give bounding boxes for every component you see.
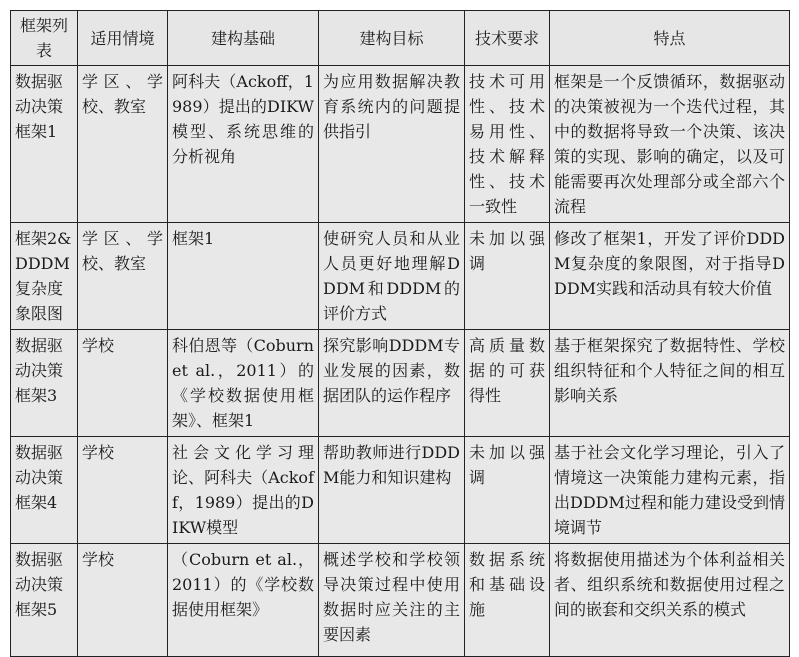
cell-features: 框架是一个反馈循环，数据驱动的决策被视为一个迭代过程，其中的数据将导致一个决策、该决策的实现、影响的确定，以及可能需要再次处理部分或全部六个流程: [550, 66, 790, 223]
header-tech-requirements: 技术要求: [465, 11, 550, 66]
cell-basis: 科伯恩等（Coburn et al.，2011）的《学校数据使用框架》、框架1: [168, 330, 319, 437]
cell-goal: 使研究人员和从业人员更好地理解DDDM和DDDM的评价方式: [319, 223, 465, 330]
cell-context: 学校: [78, 544, 168, 657]
cell-tech-requirements: 未加以强调: [465, 223, 550, 330]
table-row: [11, 223, 790, 330]
header-basis: 建构基础: [168, 11, 319, 66]
table-header: [11, 11, 790, 66]
table-row: [11, 330, 790, 437]
cell-tech-requirements: 技术可用性、技术易用性、技术解释性、技术一致性: [465, 66, 550, 223]
header-framework-list: 框架列表: [11, 11, 78, 66]
cell-tech-requirements: 未加以强调: [465, 437, 550, 544]
cell-context: 学区、学校、教室: [78, 223, 168, 330]
cell-features: 基于社会文化学习理论，引入了情境这一决策能力建构元素，指出DDDM过程和能力建设受到情境调节: [550, 437, 790, 544]
table-row: [11, 66, 790, 223]
table-body: [11, 66, 790, 657]
cell-tech-requirements: 高质量数据的可获得性: [465, 330, 550, 437]
table-row: [11, 437, 790, 544]
header-row: [11, 11, 790, 66]
cell-basis: （Coburn et al.，2011）的《学校数据使用框架》: [168, 544, 319, 657]
cell-features: 基于框架探究了数据特性、学校组织特征和个人特征之间的相互影响关系: [550, 330, 790, 437]
header-features: 特点: [550, 11, 790, 66]
cell-framework: 数据驱动决策框架5: [11, 544, 78, 657]
cell-features: 修改了框架1，开发了评价DDDM复杂度的象限图，对于指导DDDM实践和活动具有较大价值: [550, 223, 790, 330]
cell-context: 学区、学校、教室: [78, 66, 168, 223]
cell-context: 学校: [78, 330, 168, 437]
cell-framework: 框架2&DDDM复杂度象限图: [11, 223, 78, 330]
cell-context: 学校: [78, 437, 168, 544]
header-goal: 建构目标: [319, 11, 465, 66]
framework-comparison-table: [10, 10, 790, 657]
cell-tech-requirements: 数据系统和基础设施: [465, 544, 550, 657]
cell-framework: 数据驱动决策框架1: [11, 66, 78, 223]
cell-goal: 为应用数据解决教育系统内的问题提供指引: [319, 66, 465, 223]
cell-goal: 概述学校和学校领导决策过程中使用数据时应关注的主要因素: [319, 544, 465, 657]
cell-basis: 框架1: [168, 223, 319, 330]
cell-basis: 阿科夫（Ackoff，1989）提出的DIKW模型、系统思维的分析视角: [168, 66, 319, 223]
cell-basis: 社会文化学习理论、阿科夫（Ackoff，1989）提出的DIKW模型: [168, 437, 319, 544]
cell-framework: 数据驱动决策框架3: [11, 330, 78, 437]
cell-features: 将数据使用描述为个体利益相关者、组织系统和数据使用过程之间的嵌套和交织关系的模式: [550, 544, 790, 657]
cell-goal: 探究影响DDDM专业发展的因素，数据团队的运作程序: [319, 330, 465, 437]
cell-goal: 帮助教师进行DDDM能力和知识建构: [319, 437, 465, 544]
cell-framework: 数据驱动决策框架4: [11, 437, 78, 544]
header-context: 适用情境: [78, 11, 168, 66]
